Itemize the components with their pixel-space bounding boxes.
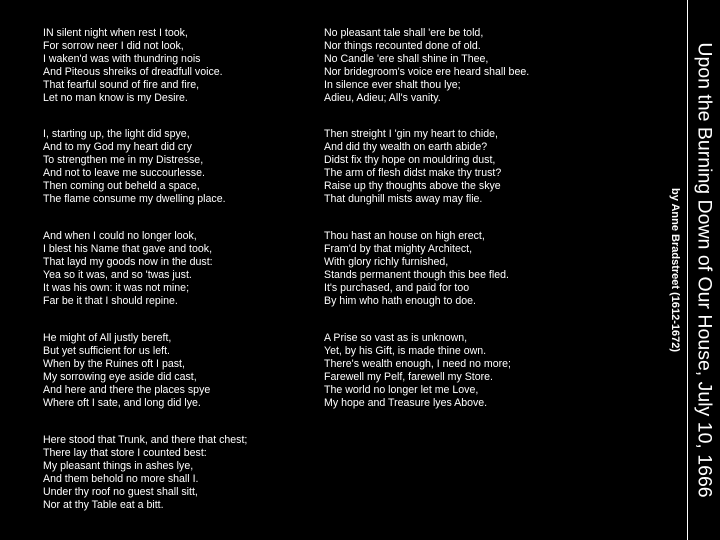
stanza-4 [324, 128, 501, 206]
poem-line: IN silent night when rest I took, [43, 27, 188, 39]
poem-line: And Piteous shreiks of dreadfull voice. [43, 66, 223, 78]
poem-line: Raise up thy thoughts above the skye [324, 180, 501, 192]
poem-line: There lay that store I counted best: [43, 447, 207, 459]
poem-line: And did thy wealth on earth abide? [324, 141, 488, 153]
poem-line: Farewell my Pelf, farewell my Store. [324, 371, 493, 383]
poem-line: That layd my goods now in the dust: [43, 256, 213, 268]
stanza-2 [324, 27, 529, 105]
poem-line: The world no longer let me Love, [324, 384, 479, 396]
poem-line: Far be it that I should repine. [43, 295, 178, 307]
poem-line: Under thy roof no guest shall sitt, [43, 486, 198, 498]
stanza-6 [324, 230, 509, 308]
poem-line: My pleasant things in ashes lye, [43, 460, 194, 472]
poem-title: Upon the Burning Down of Our House, July 10, 1666 [693, 42, 716, 498]
title-divider-line [687, 0, 688, 540]
poem-author: by Anne Bradstreet (1612-1672) [669, 187, 681, 353]
poem-line: Yea so it was, and so 'twas just. [43, 269, 192, 281]
poem-line: Adieu, Adieu; All's vanity. [324, 92, 441, 104]
poem-line: And to my God my heart did cry [43, 141, 192, 153]
poem-line: And here and there the places spye [43, 384, 211, 396]
poem-line: It was his own: it was not mine; [43, 282, 190, 294]
poem-line: And not to leave me succourlesse. [43, 167, 205, 179]
poem-line: My sorrowing eye aside did cast, [43, 371, 197, 383]
poem-line: It's purchased, and paid for too [324, 282, 470, 294]
poem-line: Nor things recounted done of old. [324, 40, 481, 52]
poem-line: I blest his Name that gave and took, [43, 243, 213, 255]
poem-line: Nor at thy Table eat a bitt. [43, 499, 164, 511]
poem-line: To strengthen me in my Distresse, [43, 154, 204, 166]
poem-line: The flame consume my dwelling place. [43, 193, 226, 205]
poem-line: Fram'd by that mighty Architect, [324, 243, 473, 255]
poem-line: He might of All justly bereft, [43, 332, 172, 344]
poem-line: Yet, by his Gift, is made thine own. [324, 345, 487, 357]
poem-line: Then coming out beheld a space, [43, 180, 200, 192]
poem-line: I waken'd was with thundring nois [43, 53, 201, 65]
poem-line: With glory richly furnished, [324, 256, 449, 268]
poem-line: Nor bridegroom's voice ere heard shall bee. [324, 66, 530, 78]
poem-line: Here stood that Trunk, and there that chest; [43, 434, 248, 446]
poem-line: For sorrow neer I did not look, [43, 40, 184, 52]
poem-line: By him who hath enough to doe. [324, 295, 476, 307]
stanza-3 [43, 128, 226, 206]
poem-line: I, starting up, the light did spye, [43, 128, 190, 140]
poem-line: That dunghill mists away may flie. [324, 193, 483, 205]
poem-line: Let no man know is my Desire. [43, 92, 188, 104]
poem-line: There's wealth enough, I need no more; [324, 358, 511, 370]
poem-line: No Candle 'ere shall shine in Thee, [324, 53, 489, 65]
poem-line: Stands permanent though this bee fled. [324, 269, 509, 281]
poem-line: And them behold no more shall I. [43, 473, 199, 485]
poem-line: The arm of flesh didst make thy trust? [324, 167, 502, 179]
poem-line: When by the Ruines oft I past, [43, 358, 185, 370]
poem-line: A Prise so vast as is unknown, [324, 332, 468, 344]
stanza-1 [43, 27, 223, 105]
poem-line: But yet sufficient for us left. [43, 345, 170, 357]
poem-line: And when I could no longer look, [43, 230, 197, 242]
poem-line: That fearful sound of fire and fire, [43, 79, 200, 91]
poem-line: No pleasant tale shall 'ere be told, [324, 27, 484, 39]
poem-line: Didst fix thy hope on mouldring dust, [324, 154, 496, 166]
poem-line: Where oft I sate, and long did lye. [43, 397, 201, 409]
stanza-7 [43, 332, 210, 410]
poem-line: In silence ever shalt thou lye; [324, 79, 461, 91]
poem-line: My hope and Treasure lyes Above. [324, 397, 488, 409]
poem-line: Thou hast an house on high erect, [324, 230, 485, 242]
stanza-5 [43, 230, 213, 308]
stanza-9 [43, 434, 247, 512]
stanza-8 [324, 332, 511, 410]
poem-line: Then streight I 'gin my heart to chide, [324, 128, 498, 140]
